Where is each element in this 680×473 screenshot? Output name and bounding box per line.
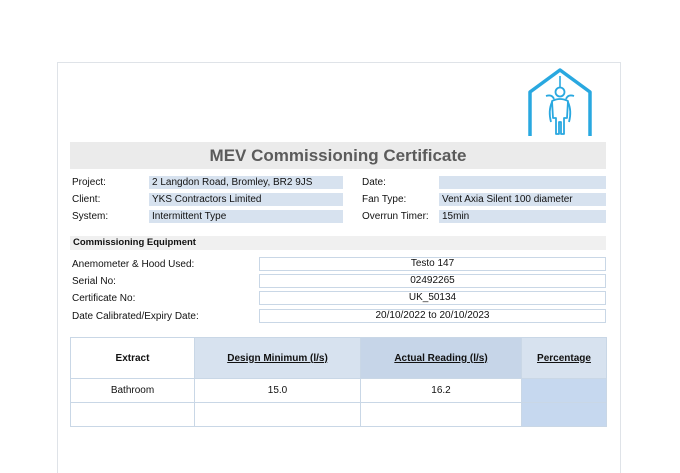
certificate-value: UK_50134 (259, 291, 606, 305)
design-minimum-cell (195, 403, 361, 427)
table-row (71, 403, 607, 427)
actual-reading-cell: 16.2 (361, 379, 522, 403)
percentage-header: Percentage (522, 338, 607, 379)
table-row (71, 379, 607, 403)
fan-type-field: Vent Axia Silent 100 diameter (439, 193, 606, 206)
design-minimum-header: Design Minimum (l/s) (195, 338, 361, 379)
date-field (439, 176, 606, 189)
client-field: YKS Contractors Limited (149, 193, 343, 206)
actual-reading-header: Actual Reading (l/s) (361, 338, 522, 379)
percentage-cell (522, 379, 607, 403)
anemometer-value: Testo 147 (259, 257, 606, 271)
extract-cell: Bathroom (71, 379, 195, 403)
fan-type-label: Fan Type: (362, 194, 407, 205)
extract-cell (71, 403, 195, 427)
document-title: MEV Commissioning Certificate (70, 142, 606, 169)
certificate-label: Certificate No: (72, 293, 136, 304)
extract-header: Extract (71, 338, 195, 379)
actual-reading-cell (361, 403, 522, 427)
system-label: System: (72, 211, 109, 222)
percentage-cell (522, 403, 607, 427)
design-minimum-cell: 15.0 (195, 379, 361, 403)
equipment-heading: Commissioning Equipment (70, 236, 606, 250)
serial-value: 02492265 (259, 274, 606, 288)
overrun-timer-field: 15min (439, 210, 606, 223)
date-label: Date: (362, 177, 386, 188)
house-person-icon (526, 66, 594, 138)
anemometer-label: Anemometer & Hood Used: (72, 259, 195, 270)
calibration-label: Date Calibrated/Expiry Date: (72, 311, 199, 322)
serial-label: Serial No: (72, 276, 116, 287)
project-field: 2 Langdon Road, Bromley, BR2 9JS (149, 176, 343, 189)
system-field: Intermittent Type (149, 210, 343, 223)
client-label: Client: (72, 194, 101, 205)
calibration-value: 20/10/2022 to 20/10/2023 (259, 309, 606, 323)
project-label: Project: (72, 177, 106, 188)
overrun-timer-label: Overrun Timer: (362, 211, 429, 222)
results-header-row (71, 338, 607, 379)
results-table (70, 337, 607, 427)
